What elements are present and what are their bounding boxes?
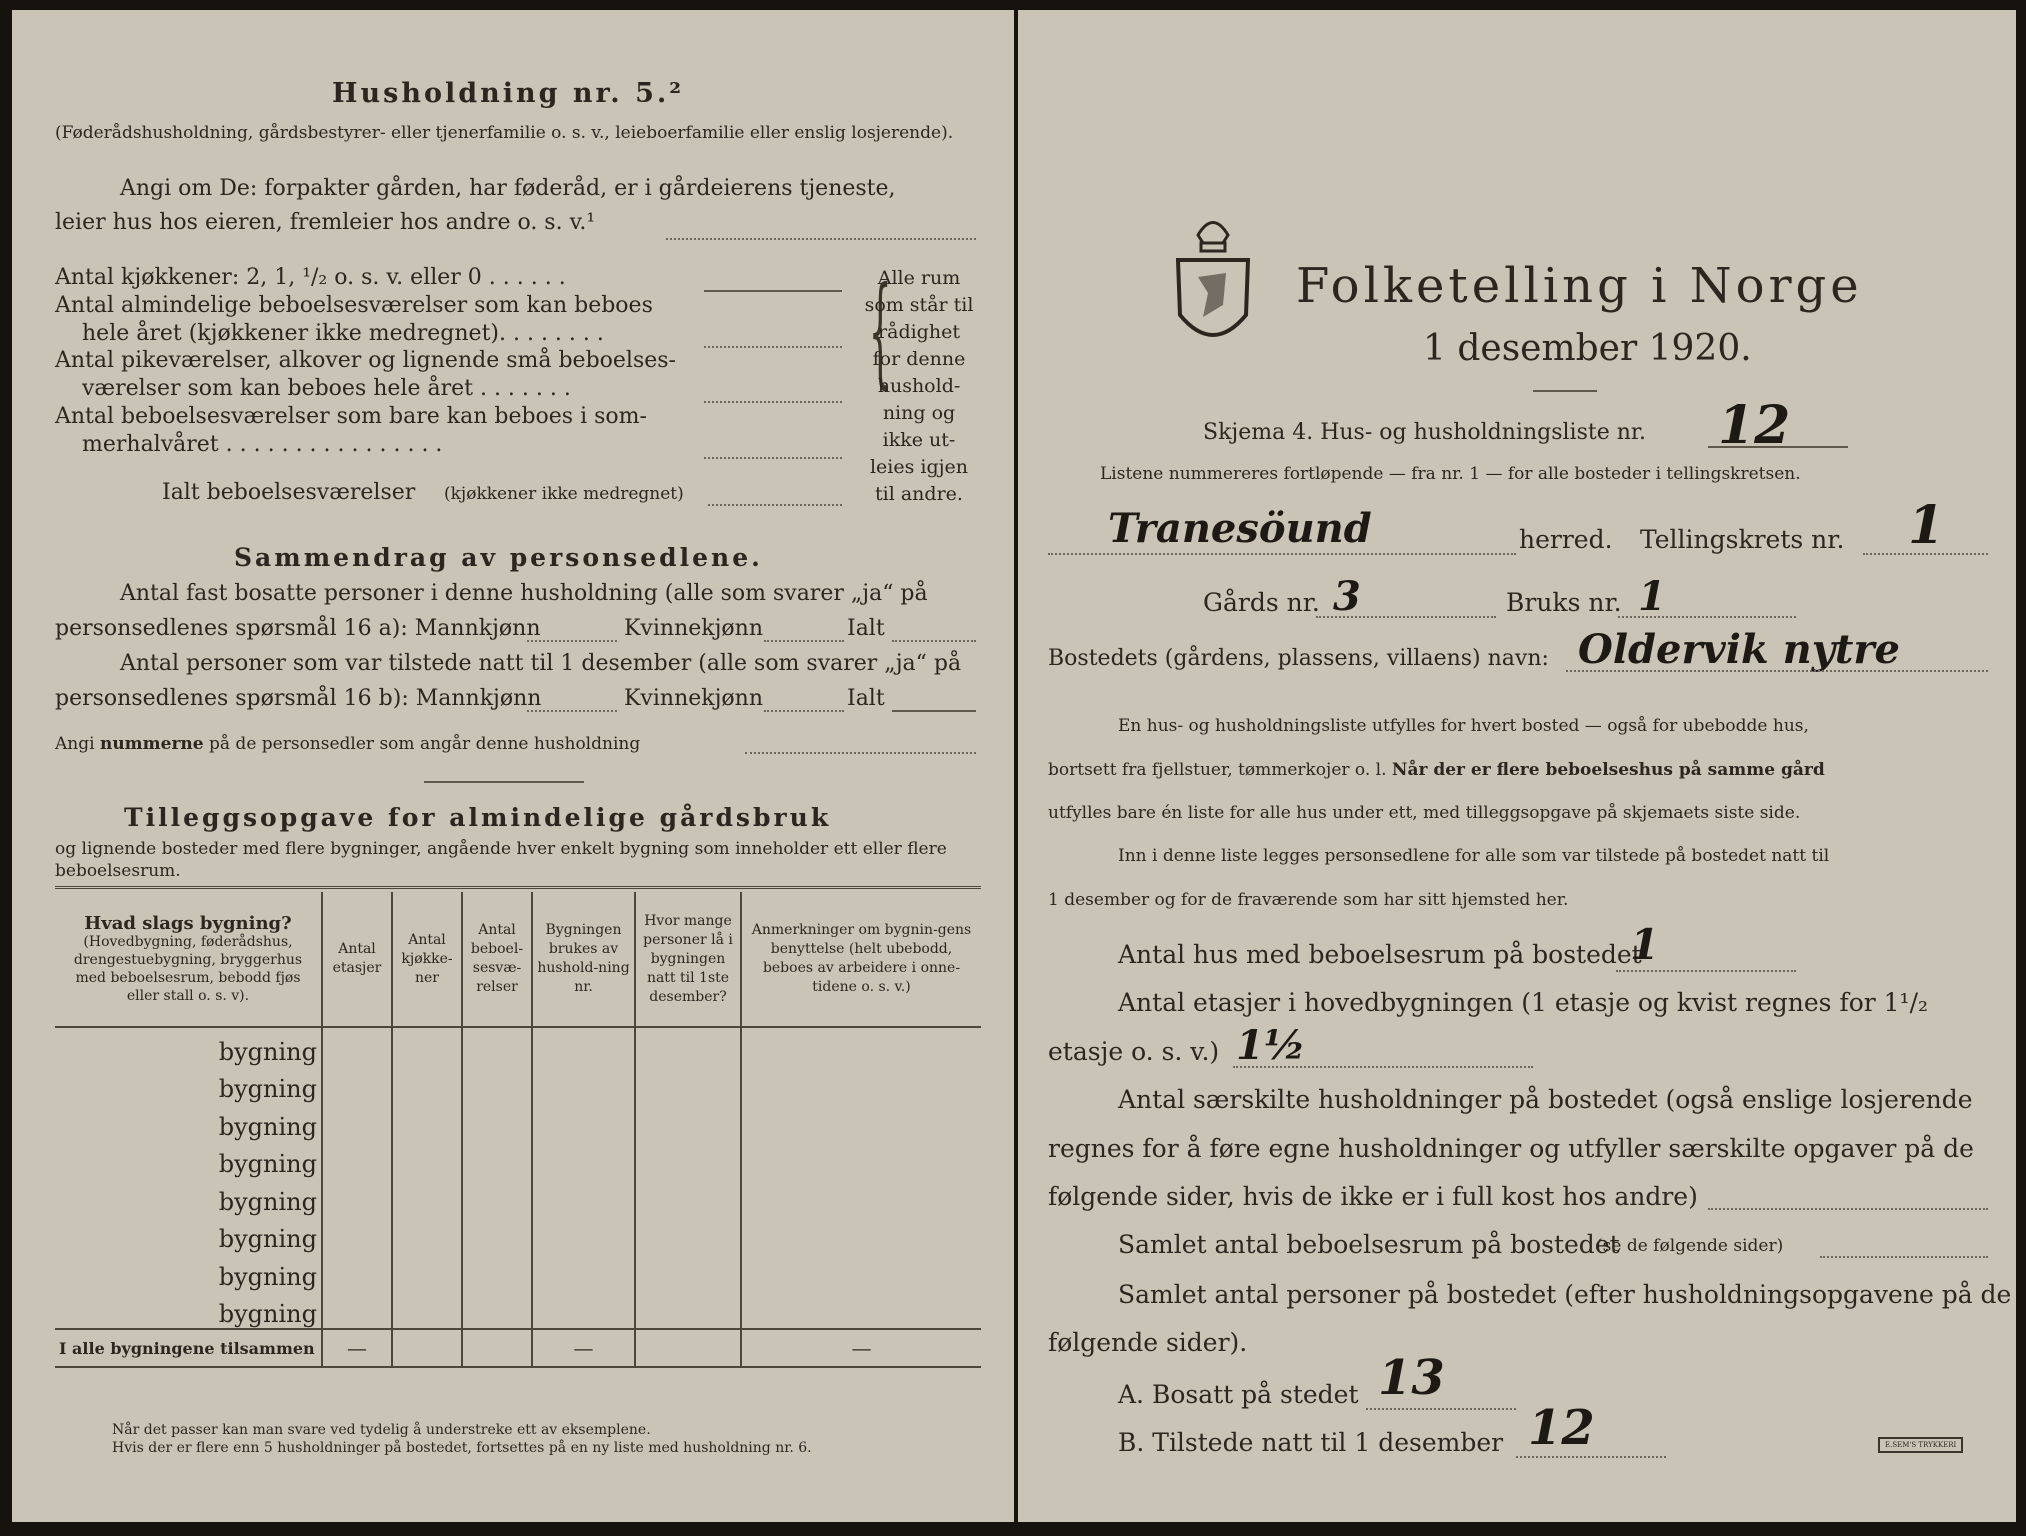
tillegg-title: Tilleggsopgave for almindelige gårdsbruk <box>124 803 832 832</box>
total-remarks: — <box>741 1329 981 1367</box>
row-label: bygning <box>218 1075 317 1103</box>
bosted-value[interactable]: Oldervik nytre <box>1578 626 1900 673</box>
separator <box>424 781 584 783</box>
tilstede-line-2: personsedlenes spørsmål 16 b): Mannkjønn <box>55 686 542 711</box>
kitchens-answer[interactable] <box>704 290 842 292</box>
table-row[interactable] <box>55 1141 981 1179</box>
col-floors: Antal etasjer <box>322 892 392 1027</box>
col-kitchens: Antal kjøkke-ner <box>392 892 462 1027</box>
fast-line-1: Antal fast bosatte personer i denne husholdning (alle som svarer „ja“ på <box>120 581 928 606</box>
col-building-desc: (Hovedbygning, føderådshus, drengestuebygning, bryggerhus med beboelsesrum, bebodd fjøs eller stall o. s. v). <box>73 933 303 1004</box>
rooms-small-cont: værelser som kan beboes hele året . . . . . . . <box>82 376 571 401</box>
fast-female-label: Kvinnekjønn <box>624 616 763 641</box>
nummer-line <box>55 734 640 754</box>
bosted-label: Bostedets (gårdens, plassens, villaens) navn: <box>1048 646 1549 671</box>
bosted-line <box>1566 670 1988 672</box>
nummer-c: på de personsedler som angår denne husholdning <box>209 734 641 754</box>
herred-line <box>1048 553 1516 555</box>
bosatt-line <box>1366 1408 1516 1410</box>
instruction-3: utfylles bare én liste for alle hus under ett, med tilleggsopgave på skjemaets siste side. <box>1048 803 1801 823</box>
tilstede-value[interactable]: 12 <box>1528 1400 1595 1456</box>
etasjer-line-2: etasje o. s. v.) <box>1048 1037 1220 1066</box>
samlet-rum-note: (se de følgende sider) <box>1596 1236 1784 1256</box>
table-row[interactable] <box>55 1291 981 1330</box>
etasjer-line-1: Antal etasjer i hovedbygningen (1 etasje og kvist regnes for 1¹/₂ <box>1118 988 1929 1017</box>
row-label: bygning <box>218 1262 317 1291</box>
ialt-label: Ialt beboelsesværelser <box>162 480 416 505</box>
instruction-2b: Når der er flere beboelseshus på samme gård <box>1391 760 1825 780</box>
footnote-2: Hvis der er flere enn 5 husholdninger på bostedet, fortsettes på en ny liste med husholdning nr. 6. <box>112 1440 812 1456</box>
fast-male-answer[interactable] <box>527 640 617 642</box>
angi-line-1: Angi om De: forpakter gården, har føderåd, er i gårdeierens tjeneste, <box>120 176 896 201</box>
table-top-rule <box>55 886 981 889</box>
krets-value[interactable]: 1 <box>1908 495 1945 556</box>
tilstede-total-answer[interactable] <box>892 710 976 712</box>
fast-female-answer[interactable] <box>764 640 844 642</box>
hus-value[interactable]: 1 <box>1630 920 1660 969</box>
total-household: — <box>532 1329 635 1367</box>
hus-line <box>1616 970 1796 972</box>
herred-value[interactable]: Tranesöund <box>1108 505 1372 552</box>
footnote-1: Når det passer kan man svare ved tydelig å understreke ett av eksemplene. <box>112 1422 651 1438</box>
rooms-ordinary-cont: hele året (kjøkkener ikke medregnet). . . . . . . . <box>82 321 604 346</box>
brace-symbol: { <box>868 262 892 401</box>
instruction-1: En hus- og husholdningsliste utfylles for hvert bosted — også for ubebodde hus, <box>1118 716 1809 736</box>
total-floors: — <box>322 1329 392 1367</box>
etasjer-line <box>1233 1066 1533 1068</box>
nummer-b: nummerne <box>99 734 204 754</box>
row-label: bygning <box>218 1112 317 1141</box>
bosatt-value[interactable]: 13 <box>1378 1350 1445 1406</box>
table-row[interactable] <box>55 1253 981 1291</box>
tillegg-subtitle: og lignende bosteder med flere bygninger, angående hver enkelt bygning som inneholder ett eller flere beboelsesrum. <box>55 839 947 881</box>
saer-line-2: regnes for å føre egne husholdninger og utfyller særskilte opgaver på de <box>1048 1134 1974 1163</box>
bruks-line <box>1618 616 1796 618</box>
census-title: Folketelling i Norge <box>1296 258 1863 314</box>
table-row[interactable] <box>55 1103 981 1141</box>
row-label: bygning <box>218 1187 317 1216</box>
samlet-rum-label: Samlet antal beboelsesrum på bostedet <box>1118 1230 1620 1259</box>
household-subtitle: (Føderådshusholdning, gårdsbestyrer- eller tjenerfamilie o. s. v., leieboerfamilie eller enslig losjerende). <box>55 123 954 143</box>
rooms-summer: Antal beboelsesværelser som bare kan beboes i som- <box>55 404 647 429</box>
saer-line-3: følgende sider, hvis de ikke er i full kost hos andre) <box>1048 1182 1698 1211</box>
title-separator <box>1533 390 1597 392</box>
saer-line-1: Antal særskilte husholdninger på bostedet (også enslige losjerende <box>1118 1085 1973 1114</box>
tilstede-total-label: Ialt <box>847 686 885 711</box>
instruction-2 <box>1048 760 1825 780</box>
gards-label: Gårds nr. <box>1203 588 1320 617</box>
col-building-type <box>55 892 322 1027</box>
brace-note: Alle rum som står til rådighet for denne hushold-ning og ikke ut-leies igjen til andre. <box>864 267 974 505</box>
household-title: Husholdning nr. 5.² <box>332 78 685 109</box>
bruks-label: Bruks nr. <box>1506 588 1622 617</box>
rooms-small: Antal pikeværelser, alkover og lignende små beboelses- <box>55 348 676 373</box>
tilstede-female-label: Kvinnekjønn <box>624 686 763 711</box>
bosatt-label: A. Bosatt på stedet <box>1118 1380 1359 1409</box>
total-label: I alle bygningene tilsammen <box>55 1329 322 1367</box>
etasjer-value[interactable]: 1½ <box>1236 1022 1306 1069</box>
bruks-value[interactable]: 1 <box>1638 573 1666 620</box>
fast-total-answer[interactable] <box>892 640 976 642</box>
rooms-summer-cont: merhalvåret . . . . . . . . . . . . . . . . <box>82 432 443 457</box>
coat-of-arms-icon <box>1168 205 1258 365</box>
row-label: bygning <box>218 1225 317 1253</box>
right-page <box>1018 10 2016 1522</box>
instruction-2a: bortsett fra fjellstuer, tømmerkojer o. l. <box>1048 760 1387 780</box>
small-answer[interactable] <box>704 401 842 403</box>
printer-stamp: E.SEM'S TRYKKERI <box>1878 1437 1963 1453</box>
col-household: Bygningen brukes av hushold-ning nr. <box>532 892 635 1027</box>
col-persons: Hvor mange personer lå i bygningen natt til 1ste desember? <box>635 892 741 1027</box>
left-page <box>12 10 1014 1522</box>
summary-title: Sammendrag av personsedlene. <box>234 543 763 572</box>
table-row[interactable] <box>55 1066 981 1104</box>
tilstede-line-1: Antal personer som var tilstede natt til 1 desember (alle som svarer „ja“ på <box>120 651 962 676</box>
angi-answer-line[interactable] <box>666 238 976 240</box>
fast-total-label: Ialt <box>847 616 885 641</box>
tilstede-female-answer[interactable] <box>764 710 844 712</box>
instruction-4: Inn i denne liste legges personsedlene for alle som var tilstede på bostedet natt til <box>1118 846 1830 866</box>
ialt-note: (kjøkkener ikke medregnet) <box>444 484 684 504</box>
nummer-answer[interactable] <box>745 752 976 754</box>
krets-label: Tellingskrets nr. <box>1640 525 1845 554</box>
col-building-title: Hvad slags bygning? <box>84 912 292 934</box>
samlet-rum-line[interactable] <box>1820 1256 1988 1258</box>
summer-answer[interactable] <box>704 457 842 459</box>
angi-line-2: leier hus hos eieren, fremleier hos andre o. s. v.¹ <box>55 210 596 235</box>
skjema-label: Skjema 4. Hus- og husholdningsliste nr. <box>1203 420 1646 445</box>
instruction-5: 1 desember og for de fraværende som har sitt hjemsted her. <box>1048 890 1569 910</box>
building-table <box>55 892 981 1368</box>
fast-line-2: personsedlenes spørsmål 16 a): Mannkjønn <box>55 616 541 641</box>
tilstede-line <box>1516 1456 1666 1458</box>
ordinary-answer[interactable] <box>704 346 842 348</box>
gards-value[interactable]: 3 <box>1333 573 1361 620</box>
rooms-ordinary: Antal almindelige beboelsesværelser som kan beboes <box>55 293 653 318</box>
krets-line <box>1863 553 1988 555</box>
rooms-kitchens: Antal kjøkkener: 2, 1, ¹/₂ o. s. v. eller 0 . . . . . . <box>55 265 566 290</box>
row-label: bygning <box>218 1150 317 1178</box>
col-remarks: Anmerkninger om bygnin-gens benyttelse (helt ubebodd, beboes av arbeidere i onne-tidene o. s. v.) <box>741 892 981 1027</box>
samlet-pers-line-1: Samlet antal personer på bostedet (efter husholdningsopgavene på de <box>1118 1280 2012 1309</box>
table-total-row <box>55 1329 981 1367</box>
table-row[interactable] <box>55 1216 981 1254</box>
nummer-a: Angi <box>55 734 95 754</box>
skjema-number[interactable]: 12 <box>1718 395 1791 456</box>
saer-line[interactable] <box>1708 1208 1988 1210</box>
skjema-number-line <box>1708 446 1848 448</box>
herred-label: herred. <box>1519 525 1613 554</box>
samlet-pers-line-2: følgende sider). <box>1048 1328 1248 1357</box>
tilstede-male-answer[interactable] <box>527 710 617 712</box>
tilstede-label: B. Tilstede natt til 1 desember <box>1118 1428 1504 1457</box>
census-date: 1 desember 1920. <box>1423 328 1752 369</box>
row-label: bygning <box>218 1037 317 1066</box>
table-row[interactable] <box>55 1178 981 1216</box>
listene-note: Listene nummereres fortløpende — fra nr. 1 — for alle bosteder i tellingskretsen. <box>1100 464 1801 484</box>
row-label: bygning <box>218 1300 317 1328</box>
table-row[interactable] <box>55 1027 981 1066</box>
col-rooms: Antal beboel-sesvæ-relser <box>462 892 532 1027</box>
hus-label: Antal hus med beboelsesrum på bostedet <box>1118 940 1642 969</box>
gards-line <box>1316 616 1496 618</box>
ialt-answer[interactable] <box>708 504 842 506</box>
